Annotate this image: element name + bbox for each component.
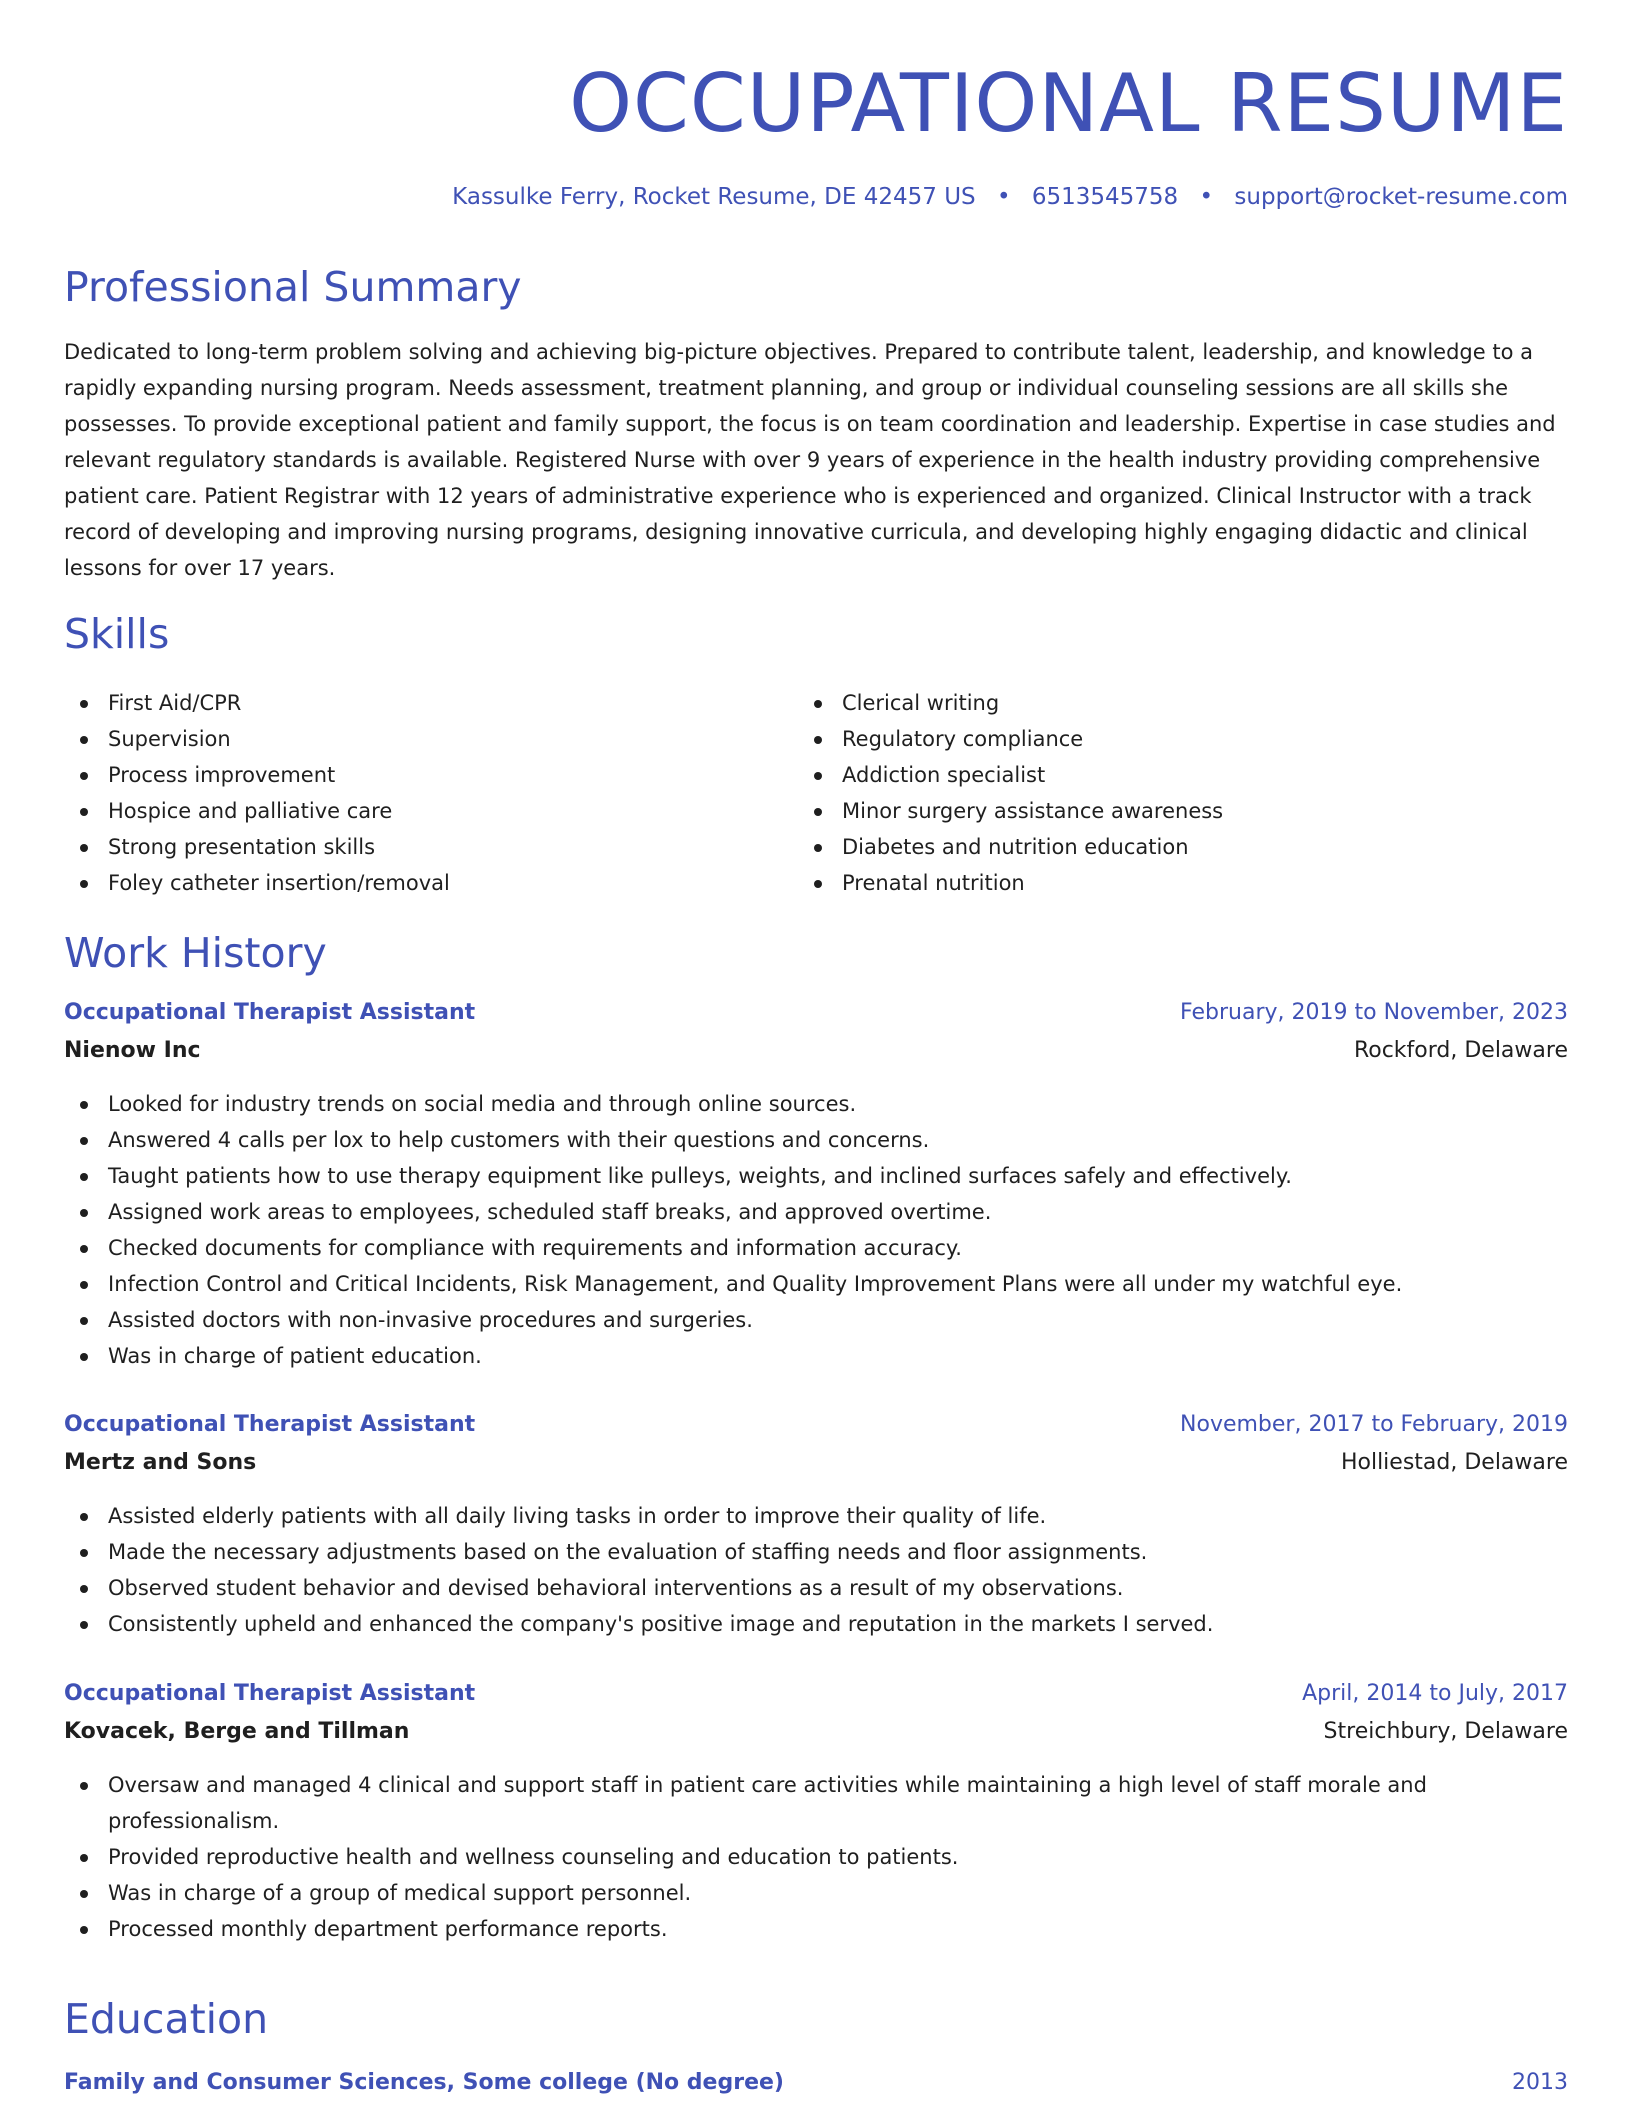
skill-item: Foley catheter insertion/removal [64, 865, 804, 901]
education-heading: Education [64, 1995, 269, 2043]
job-entry [64, 1406, 1568, 1642]
job-dates: November, 2017 to February, 2019 [1180, 1412, 1568, 1437]
job-location: Holliestad, Delaware [1340, 1450, 1568, 1475]
job-location: Rockford, Delaware [1353, 1038, 1568, 1063]
job-company: Kovacek, Berge and Tillman [64, 1719, 410, 1744]
job-bullet: Taught patients how to use therapy equipment like pulleys, weights, and inclined surfaces safely and effectively. [64, 1158, 1568, 1194]
job-location: Streichbury, Delaware [1323, 1719, 1568, 1744]
job-bullet: Was in charge of patient education. [64, 1338, 1568, 1374]
job-company-row [64, 1032, 1568, 1070]
job-bullet: Processed monthly department performance reports. [64, 1911, 1568, 1947]
work-history-heading: Work History [64, 929, 327, 977]
job-bullets [64, 1086, 1568, 1374]
resume-title: OCCUPATIONAL RESUME [569, 57, 1568, 150]
job-bullet: Assigned work areas to employees, scheduled staff breaks, and approved overtime. [64, 1194, 1568, 1230]
skill-item: Diabetes and nutrition education [798, 829, 1538, 865]
job-header-row [64, 994, 1568, 1032]
skill-item: Regulatory compliance [798, 721, 1538, 757]
education-entry [64, 2064, 1568, 2102]
contact-phone: 6513545758 [1031, 184, 1179, 210]
job-dates: April, 2014 to July, 2017 [1302, 1681, 1568, 1706]
education-year: 2013 [1512, 2070, 1568, 2095]
job-company-row [64, 1444, 1568, 1482]
job-bullet: Provided reproductive health and wellness counseling and education to patients. [64, 1839, 1568, 1875]
job-entry [64, 1675, 1568, 1947]
job-bullet: Consistently upheld and enhanced the company's positive image and reputation in the markets I served. [64, 1606, 1568, 1642]
job-header-row [64, 1675, 1568, 1713]
job-company-row [64, 1713, 1568, 1751]
job-bullet: Oversaw and managed 4 clinical and support staff in patient care activities while maintaining a high level of staff morale and professionalism. [64, 1767, 1568, 1839]
skill-item: First Aid/CPR [64, 685, 804, 721]
job-bullet: Looked for industry trends on social media and through online sources. [64, 1086, 1568, 1122]
contact-separator: • [996, 184, 1011, 210]
job-bullets [64, 1498, 1568, 1642]
job-bullet: Observed student behavior and devised behavioral interventions as a result of my observations. [64, 1570, 1568, 1606]
job-company: Nienow Inc [64, 1038, 201, 1063]
skills-list-left [64, 685, 804, 901]
skills-heading: Skills [64, 610, 170, 658]
job-bullet: Made the necessary adjustments based on the evaluation of staffing needs and floor assignments. [64, 1534, 1568, 1570]
education-degree: Family and Consumer Sciences, Some college (No degree) [64, 2070, 784, 2095]
contact-email: support@rocket-resume.com [1234, 184, 1568, 210]
job-bullets [64, 1767, 1568, 1947]
job-entry [64, 994, 1568, 1374]
job-dates: February, 2019 to November, 2023 [1180, 1000, 1568, 1025]
job-bullet: Infection Control and Critical Incidents, Risk Management, and Quality Improvement Plans were all under my watchful eye. [64, 1266, 1568, 1302]
skill-item: Prenatal nutrition [798, 865, 1538, 901]
skill-item: Minor surgery assistance awareness [798, 793, 1538, 829]
job-title: Occupational Therapist Assistant [64, 1000, 476, 1025]
job-title: Occupational Therapist Assistant [64, 1412, 476, 1437]
job-bullet: Assisted elderly patients with all daily living tasks in order to improve their quality of life. [64, 1498, 1568, 1534]
job-bullet: Answered 4 calls per lox to help customers with their questions and concerns. [64, 1122, 1568, 1158]
contact-address: Kassulke Ferry, Rocket Resume, DE 42457 US [452, 184, 976, 210]
job-title: Occupational Therapist Assistant [64, 1681, 476, 1706]
skills-list-right [798, 685, 1538, 901]
contact-separator: • [1199, 184, 1214, 210]
summary-text: Dedicated to long-term problem solving and achieving big-picture objectives. Prepared to contribute talent, leadership, and knowledge to a rapidly expanding nursing program. Needs assessment, treatment planning, and group or individual counseling sessions are all skills she possesses. To provide exceptional patient and family support, the focus is on team coordination and leadership. Expertise in case studies and relevant regulatory standards is available. Registered Nurse with over 9 years of experience in the health industry providing comprehensive patient care. Patient Registrar with 12 years of administrative experience who is experienced and organized. Clinical Instructor with a track record of developing and improving nursing programs, designing innovative curricula, and developing highly engaging didactic and clinical lessons for over 17 years. [64, 340, 1556, 580]
skill-item: Hospice and palliative care [64, 793, 804, 829]
job-bullet: Assisted doctors with non-invasive procedures and surgeries. [64, 1302, 1568, 1338]
job-bullet: Was in charge of a group of medical support personnel. [64, 1875, 1568, 1911]
skill-item: Strong presentation skills [64, 829, 804, 865]
summary-heading: Professional Summary [64, 263, 522, 311]
skill-item: Clerical writing [798, 685, 1538, 721]
skill-item: Process improvement [64, 757, 804, 793]
skill-item: Addiction specialist [798, 757, 1538, 793]
job-header-row [64, 1406, 1568, 1444]
contact-line [452, 180, 1568, 214]
job-bullet: Checked documents for compliance with requirements and information accuracy. [64, 1230, 1568, 1266]
skill-item: Supervision [64, 721, 804, 757]
job-company: Mertz and Sons [64, 1450, 257, 1475]
